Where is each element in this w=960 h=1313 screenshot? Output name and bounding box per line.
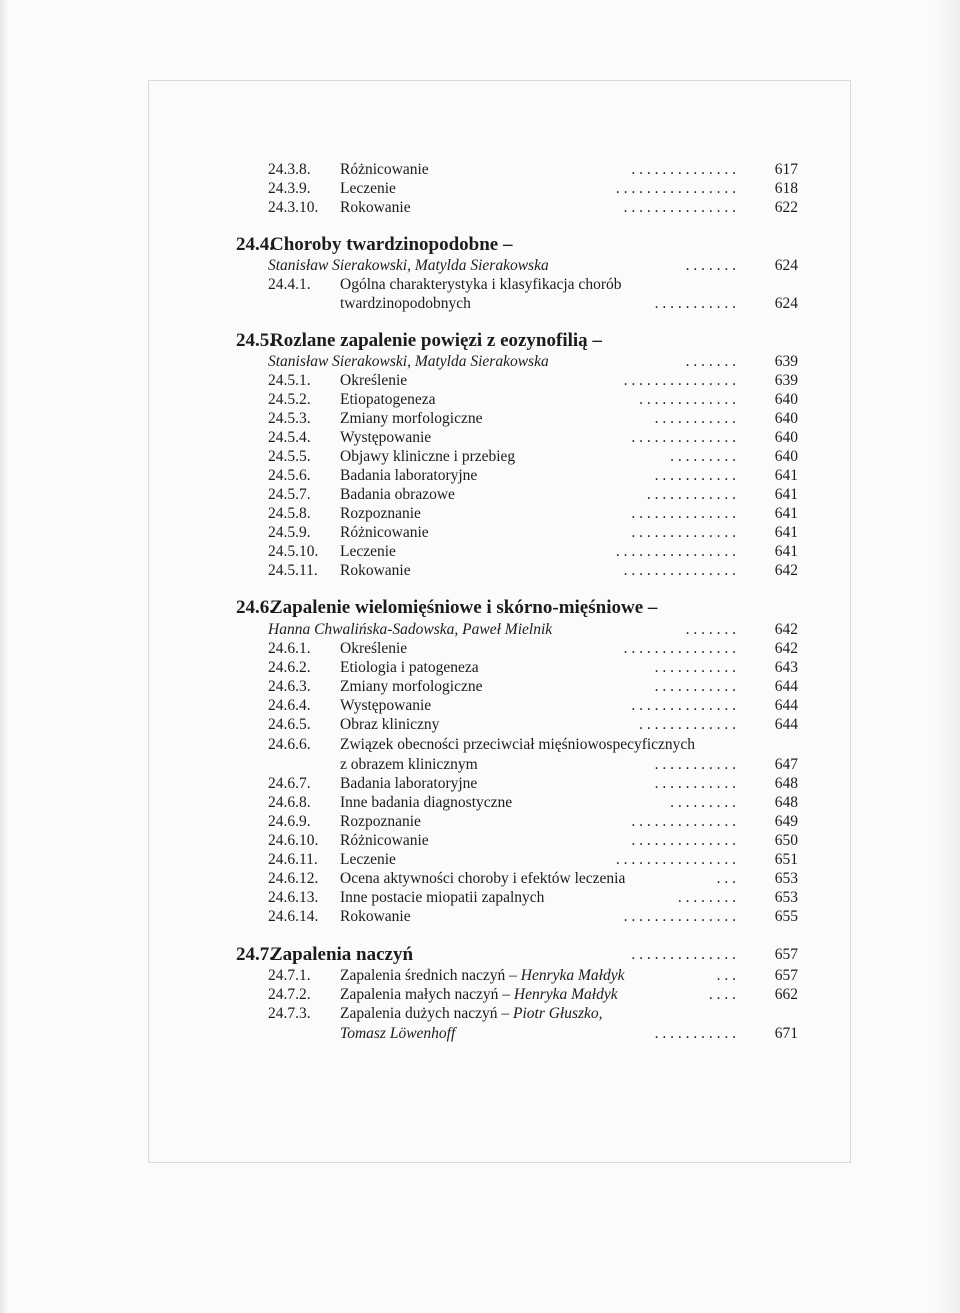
dot-leader: . . . . . . . . <box>677 889 736 906</box>
entry-author: Henryka Małdyk <box>520 967 625 984</box>
scan-edge-right <box>934 0 960 1313</box>
page-number: 644 <box>774 716 798 733</box>
dot-leader: . . . . . . . . . . . . . . . <box>623 562 736 579</box>
entry-title: Etiologia i patogeneza <box>340 659 479 676</box>
entry-title: Badania laboratoryjne <box>340 467 478 484</box>
dot-leader: . . . . . . . . . . . <box>654 410 736 427</box>
entry-number: 24.6.1. <box>268 640 311 657</box>
toc-entry-continuation <box>268 1024 798 1044</box>
page-number: 641 <box>774 486 798 503</box>
page-number: 644 <box>774 678 798 695</box>
toc-entry <box>268 793 798 813</box>
page-number: 641 <box>774 505 798 522</box>
dot-leader: . . . . . . . . . . . <box>654 295 736 312</box>
toc-entry <box>268 735 798 755</box>
entry-title: z obrazem klinicznym <box>340 756 478 773</box>
page-number: 653 <box>774 889 798 906</box>
dot-leader: . . . . . . . . . . . . . . <box>631 813 736 830</box>
toc-entry <box>268 985 798 1005</box>
page-number: 641 <box>774 524 798 541</box>
authors-text: Hanna Chwalińska-Sadowska, Paweł Mielnik <box>268 621 553 638</box>
toc-entry <box>268 198 798 218</box>
dot-leader: . . . . . . . <box>685 353 736 370</box>
toc-entry <box>268 466 798 486</box>
entry-number: 24.4.1. <box>268 276 311 293</box>
entry-number: 24.5.8. <box>268 505 311 522</box>
toc-entry <box>268 160 798 180</box>
entry-number: 24.6.6. <box>268 736 311 753</box>
toc-entry <box>268 715 798 735</box>
entry-number: 24.5.5. <box>268 448 311 465</box>
entry-title-text: Zapalenia małych naczyń – <box>340 986 514 1003</box>
toc-entry <box>268 677 798 697</box>
toc-entry <box>268 831 798 851</box>
page-number: 648 <box>774 794 798 811</box>
entry-title: Różnicowanie <box>340 161 429 178</box>
page-number: 649 <box>774 813 798 830</box>
entry-title <box>340 985 618 1005</box>
entry-title: Etiopatogeneza <box>340 391 436 408</box>
toc-entry <box>268 542 798 562</box>
section-title: Zapalenia naczyń <box>270 944 414 965</box>
dot-leader: . . . . . . . . . . . . . . . <box>623 908 736 925</box>
section-number: 24.5. <box>236 330 274 351</box>
dot-leader: . . . <box>716 870 736 887</box>
page-number: 650 <box>774 832 798 849</box>
entry-number: 24.6.9. <box>268 813 311 830</box>
section-number: 24.4. <box>236 234 274 255</box>
dot-leader: . . . . . . . . . . . . . . . . <box>615 180 736 197</box>
entry-number: 24.5.1. <box>268 372 311 389</box>
entry-number: 24.6.3. <box>268 678 311 695</box>
toc-entry <box>268 696 798 716</box>
dot-leader: . . . . . . . . . . . . . . <box>631 524 736 541</box>
entry-title: Rozpoznanie <box>340 505 421 522</box>
dot-leader: . . . . . . . . . . . . . . <box>631 832 736 849</box>
dot-leader: . . . . . . . . . <box>670 794 736 811</box>
dot-leader: . . . . . . . . . . . . . . . <box>623 372 736 389</box>
toc-entry <box>268 523 798 543</box>
dot-leader: . . . . . . . . . . . . <box>646 486 736 503</box>
page-number: 640 <box>774 391 798 408</box>
entry-title: Inne postacie miopatii zapalnych <box>340 889 545 906</box>
entry-title: Rokowanie <box>340 908 411 925</box>
entry-title: Różnicowanie <box>340 832 429 849</box>
section-heading <box>236 329 798 353</box>
page-number: 671 <box>774 1025 798 1042</box>
section-authors <box>268 256 798 276</box>
entry-number: 24.3.9. <box>268 180 311 197</box>
page-number: 662 <box>774 986 798 1003</box>
toc-entry <box>268 275 798 295</box>
page-number: 618 <box>774 180 798 197</box>
toc-entry <box>268 658 798 678</box>
dot-leader: . . . . . . . . . . . . . . . . <box>615 543 736 560</box>
toc-entry <box>268 850 798 870</box>
dot-leader: . . . . . . . . . . . <box>654 1025 736 1042</box>
dot-leader: . . . . . . . . . . . . . <box>639 391 736 408</box>
dot-leader: . . . <box>716 967 736 984</box>
page-number: 657 <box>774 946 798 963</box>
page-number: 657 <box>774 967 798 984</box>
dot-leader: . . . . . . . . . . . . . . <box>631 946 736 963</box>
entry-number: 24.6.12. <box>268 870 319 887</box>
page-number: 643 <box>774 659 798 676</box>
page-number: 644 <box>774 697 798 714</box>
page-number: 641 <box>774 543 798 560</box>
toc-entry <box>268 1004 798 1024</box>
toc-entry <box>268 907 798 927</box>
toc-entry-continuation <box>268 294 798 314</box>
dot-leader: . . . . . . . <box>685 257 736 274</box>
entry-author: Piotr Głuszko, <box>513 1005 603 1022</box>
toc-entry <box>268 774 798 794</box>
entry-author: Henryka Małdyk <box>513 986 618 1003</box>
entry-number: 24.5.4. <box>268 429 311 446</box>
entry-number: 24.7.1. <box>268 967 311 984</box>
scan-edge-left <box>0 0 8 1313</box>
entry-number: 24.3.8. <box>268 161 311 178</box>
toc-entry <box>268 966 798 986</box>
entry-number: 24.6.10. <box>268 832 319 849</box>
dot-leader: . . . . . . . . . . . . . . <box>631 505 736 522</box>
dot-leader: . . . . . . . . . . . <box>654 678 736 695</box>
section-heading <box>236 943 798 967</box>
page-number: 651 <box>774 851 798 868</box>
page-number: 655 <box>774 908 798 925</box>
entry-number: 24.6.2. <box>268 659 311 676</box>
page-number: 622 <box>774 199 798 216</box>
authors-text: Stanisław Sierakowski, Matylda Sierakowska <box>268 257 549 274</box>
section-number: 24.7. <box>236 944 274 965</box>
section-number: 24.6. <box>236 597 274 618</box>
toc-entry <box>268 869 798 889</box>
entry-number: 24.5.10. <box>268 543 319 560</box>
dot-leader: . . . . . . . . . . . <box>654 756 736 773</box>
toc-entry <box>268 428 798 448</box>
toc-entry <box>268 639 798 659</box>
entry-title: Różnicowanie <box>340 524 429 541</box>
page-number: 648 <box>774 775 798 792</box>
dot-leader: . . . . . . . . . . . . . . . . <box>615 851 736 868</box>
toc-entry <box>268 409 798 429</box>
entry-title-text: Zapalenia średnich naczyń – <box>340 967 521 984</box>
entry-title: Rozpoznanie <box>340 813 421 830</box>
entry-number: 24.6.14. <box>268 908 319 925</box>
dot-leader: . . . . . . . <box>685 621 736 638</box>
section-authors <box>268 620 798 640</box>
entry-title: Badania laboratoryjne <box>340 775 478 792</box>
toc-entry-continuation <box>268 755 798 775</box>
toc-entry <box>268 390 798 410</box>
entry-title <box>340 966 624 986</box>
dot-leader: . . . . . . . . . . . . . <box>639 716 736 733</box>
section-heading <box>236 596 798 620</box>
entry-title: Objawy kliniczne i przebieg <box>340 448 516 465</box>
toc-entry <box>268 179 798 199</box>
section-title: Choroby twardzinopodobne – <box>270 234 513 255</box>
page-number: 617 <box>774 161 798 178</box>
toc-entry <box>268 447 798 467</box>
entry-title: Rokowanie <box>340 199 411 216</box>
entry-title: Występowanie <box>340 697 432 714</box>
page-number: 641 <box>774 467 798 484</box>
entry-title: Rokowanie <box>340 562 411 579</box>
entry-title: Obraz kliniczny <box>340 716 440 733</box>
entry-title: Określenie <box>340 640 408 657</box>
entry-title: Związek obecności przeciwciał mięśniowospecyficznych <box>340 736 696 753</box>
dot-leader: . . . . . . . . . . . . . . . <box>623 199 736 216</box>
authors-text: Stanisław Sierakowski, Matylda Sierakowska <box>268 353 549 370</box>
entry-number: 24.5.6. <box>268 467 311 484</box>
dot-leader: . . . . . . . . . . . . . . <box>631 697 736 714</box>
dot-leader: . . . . <box>708 986 736 1003</box>
page-number: 653 <box>774 870 798 887</box>
entry-number: 24.5.11. <box>268 562 318 579</box>
entry-number: 24.6.4. <box>268 697 311 714</box>
entry-title: Ogólna charakterystyka i klasyfikacja chorób <box>340 276 622 293</box>
entry-title: Określenie <box>340 372 408 389</box>
page-number: 624 <box>774 295 798 312</box>
toc-entry <box>268 561 798 581</box>
entry-title <box>340 1004 603 1024</box>
entry-author: Tomasz Löwenhoff <box>340 1025 456 1042</box>
entry-title: Występowanie <box>340 429 432 446</box>
section-heading <box>236 233 798 257</box>
entry-title: Leczenie <box>340 543 396 560</box>
entry-number: 24.6.11. <box>268 851 318 868</box>
section-title: Rozlane zapalenie powięzi z eozynofilią – <box>270 330 602 351</box>
page-number: 640 <box>774 429 798 446</box>
entry-title: Ocena aktywności choroby i efektów leczenia <box>340 870 626 887</box>
entry-number: 24.6.5. <box>268 716 311 733</box>
entry-title: Leczenie <box>340 851 396 868</box>
toc-entry <box>268 504 798 524</box>
toc-entry <box>268 812 798 832</box>
entry-number: 24.3.10. <box>268 199 319 216</box>
dot-leader: . . . . . . . . . . . . . . <box>631 429 736 446</box>
entry-title-text: Zapalenia dużych naczyń – <box>340 1005 513 1022</box>
dot-leader: . . . . . . . . . . . <box>654 467 736 484</box>
toc-entry <box>268 371 798 391</box>
page-number: 642 <box>774 640 798 657</box>
entry-title: Zmiany morfologiczne <box>340 410 483 427</box>
page-number: 642 <box>774 562 798 579</box>
entry-number: 24.6.8. <box>268 794 311 811</box>
entry-number: 24.5.2. <box>268 391 311 408</box>
entry-number: 24.5.3. <box>268 410 311 427</box>
section-authors <box>268 352 798 372</box>
entry-title: Leczenie <box>340 180 396 197</box>
entry-number: 24.7.2. <box>268 986 311 1003</box>
entry-number: 24.5.9. <box>268 524 311 541</box>
page-number: 642 <box>774 621 798 638</box>
page-number: 624 <box>774 257 798 274</box>
page-number: 640 <box>774 410 798 427</box>
dot-leader: . . . . . . . . . . . . . . . <box>623 640 736 657</box>
entry-title: Zmiany morfologiczne <box>340 678 483 695</box>
page-number: 639 <box>774 372 798 389</box>
dot-leader: . . . . . . . . . . . . . . <box>631 161 736 178</box>
entry-number: 24.6.13. <box>268 889 319 906</box>
page-number: 647 <box>774 756 798 773</box>
entry-number: 24.5.7. <box>268 486 311 503</box>
entry-title <box>340 1024 455 1044</box>
dot-leader: . . . . . . . . . . . <box>654 775 736 792</box>
page-number: 639 <box>774 353 798 370</box>
section-title: Zapalenie wielomięśniowe i skórno-mięśniowe – <box>270 597 658 618</box>
entry-title: Inne badania diagnostyczne <box>340 794 513 811</box>
dot-leader: . . . . . . . . . <box>670 448 736 465</box>
dot-leader: . . . . . . . . . . . <box>654 659 736 676</box>
page-number: 640 <box>774 448 798 465</box>
entry-title: twardzinopodobnych <box>340 295 471 312</box>
toc-entry <box>268 485 798 505</box>
entry-number: 24.6.7. <box>268 775 311 792</box>
toc-entry <box>268 888 798 908</box>
entry-title: Badania obrazowe <box>340 486 455 503</box>
entry-number: 24.7.3. <box>268 1005 311 1022</box>
